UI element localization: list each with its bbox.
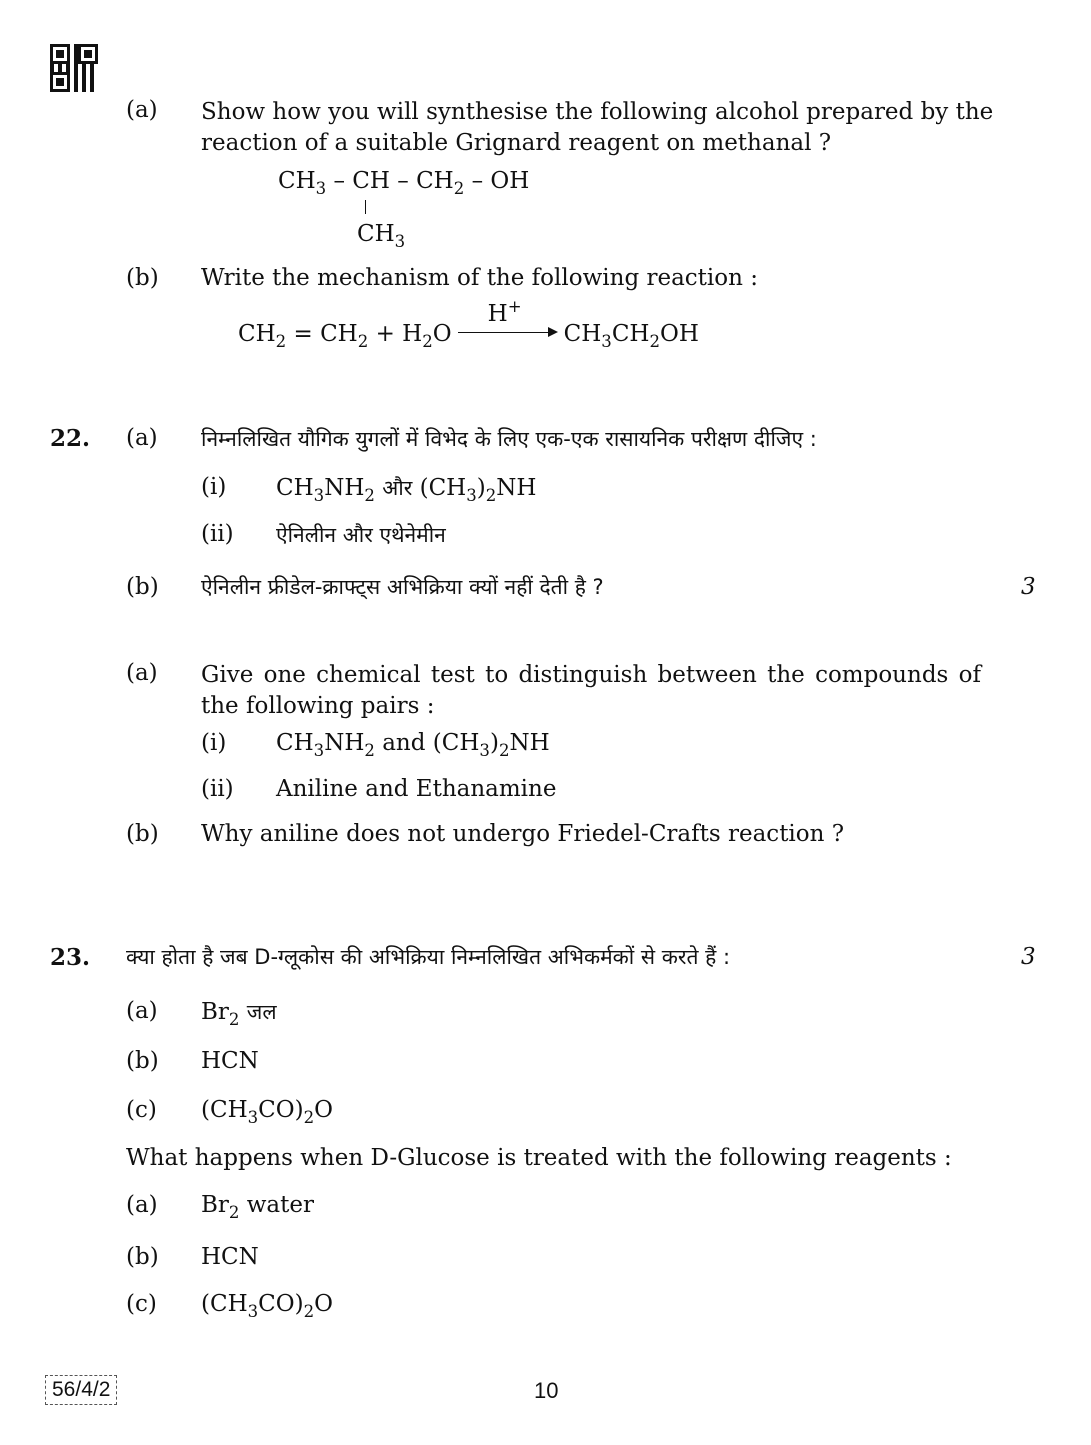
q21-a-line2: reaction of a suitable Grignard reagent on methanal ? xyxy=(201,130,832,156)
q22-en-a-line1: Give one chemical test to distinguish between the compounds of xyxy=(201,662,981,688)
paper-code: 56/4/2 xyxy=(45,1375,117,1405)
qr-code-icon xyxy=(50,44,98,92)
q23-en-a-text: $Br_2$ water xyxy=(201,1192,314,1222)
q22-en-i-label: (i) xyxy=(201,730,227,756)
reaction-arrow-icon: H+ xyxy=(458,315,558,345)
q22-number: 22. xyxy=(50,425,91,452)
q21-a-label: (a) xyxy=(126,97,158,123)
q23-hi-b-text: HCN xyxy=(201,1048,259,1074)
q22-en-a-line2: the following pairs : xyxy=(201,693,435,719)
q22-hi-ii-text: ऐनिलीन और एथेनेमीन xyxy=(276,523,446,547)
q22-en-i-text: $CH_3NH_2$ and $(CH_3)_2NH$ xyxy=(276,730,550,760)
q23-hi-c-label: (c) xyxy=(126,1097,157,1123)
q23-hi-b-label: (b) xyxy=(126,1048,159,1074)
q22-hi-a-text: निम्नलिखित यौगिक युगलों में विभेद के लिए एक-एक रासायनिक परीक्षण दीजिए : xyxy=(201,427,817,451)
q23-hi-c-text: $(CH_3CO)_2O$ xyxy=(201,1097,333,1127)
q23-en-text: What happens when D-Glucose is treated with the following reagents : xyxy=(126,1145,952,1171)
q22-en-ii-text: Aniline and Ethanamine xyxy=(276,776,557,802)
q21-a-formula-main: $CH_3$ – CH – $CH_2$ – OH xyxy=(278,168,530,198)
q21-b-text: Write the mechanism of the following reaction : xyxy=(201,265,758,291)
q22-en-i-and: and xyxy=(382,730,426,756)
q21-a-formula-bond xyxy=(365,200,366,214)
q21-b-reaction: $CH_2 = CH_2 + H_2O$ H+ $CH_3CH_2OH$ xyxy=(238,296,699,351)
q23-hi-a-label: (a) xyxy=(126,998,158,1024)
q21-a-line1: Show how you will synthesise the following alcohol prepared by the xyxy=(201,99,994,125)
q22-hi-b-label: (b) xyxy=(126,574,159,600)
q21-a-formula-branch: $CH_3$ xyxy=(357,221,406,251)
q22-hi-i-and: और xyxy=(382,476,413,500)
q23-en-a-water: water xyxy=(246,1192,314,1218)
q22-en-b-label: (b) xyxy=(126,821,159,847)
q23-hi-text: क्या होता है जब D-ग्लूकोस की अभिक्रिया निम्नलिखित अभिकर्मकों से करते हैं : xyxy=(126,945,731,969)
q23-en-a-label: (a) xyxy=(126,1192,158,1218)
q23-hi-a-text: $Br_2$ जल xyxy=(201,999,277,1029)
q22-en-b-text: Why aniline does not undergo Friedel-Crafts reaction ? xyxy=(201,821,845,847)
page-number: 10 xyxy=(534,1378,559,1403)
q22-hi-i-text: $CH_3NH_2$ और $(CH_3)_2NH$ xyxy=(276,475,537,505)
q23-marks: 3 xyxy=(1021,944,1036,970)
q23-hi-a-water: जल xyxy=(246,1000,277,1024)
q23-en-b-text: HCN xyxy=(201,1244,259,1270)
q22-hi-ii-label: (ii) xyxy=(201,521,234,547)
q23-en-c-text: $(CH_3CO)_2O$ xyxy=(201,1291,333,1321)
q23-en-b-label: (b) xyxy=(126,1244,159,1270)
q22-marks: 3 xyxy=(1021,574,1036,600)
q22-en-ii-label: (ii) xyxy=(201,776,234,802)
q23-en-c-label: (c) xyxy=(126,1291,157,1317)
q21-b-label: (b) xyxy=(126,265,159,291)
q23-number: 23. xyxy=(50,944,91,971)
q22-hi-a-label: (a) xyxy=(126,425,158,451)
q22-en-a-label: (a) xyxy=(126,660,158,686)
q22-hi-b-text: ऐनिलीन फ्रीडेल-क्राफ्ट्स अभिक्रिया क्यों नहीं देती है ? xyxy=(201,575,604,599)
q22-hi-i-label: (i) xyxy=(201,474,227,500)
